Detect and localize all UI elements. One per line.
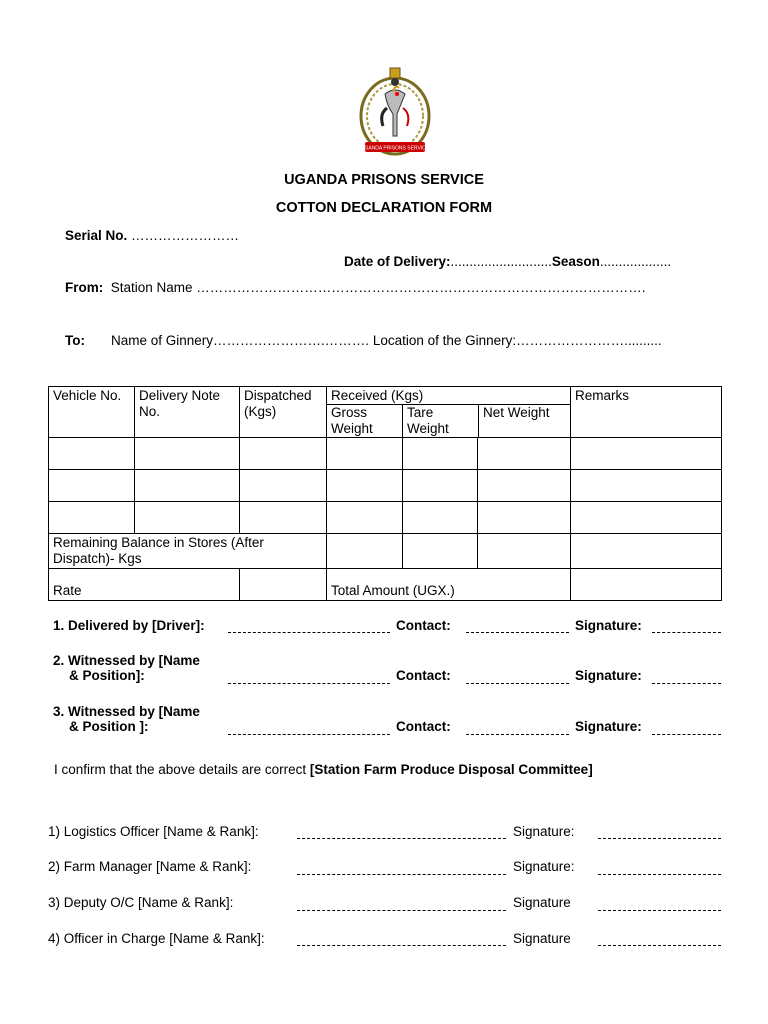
officer-signature-field-1[interactable] [598,826,721,839]
contact-label-2: Contact: [396,668,451,683]
table-cell[interactable] [240,470,327,502]
officer-name-field-2[interactable] [297,862,506,875]
season-label: Season [551,254,600,269]
signature-label-2: Signature: [575,668,642,683]
rate-label: Rate [49,569,240,601]
signature-field-2[interactable] [652,671,721,684]
prisons-crest-logo [353,64,437,162]
officer-signature-label-4: Signature [513,931,571,946]
table-cell[interactable] [403,470,478,502]
signature-field-3[interactable] [652,722,721,735]
table-cell[interactable] [571,569,722,601]
table-row[interactable] [49,438,722,470]
form-title: COTTON DECLARATION FORM [275,200,493,216]
serial-label: Serial No. [65,228,128,243]
officer-name-field-1[interactable] [297,826,506,839]
table-cell[interactable] [240,569,327,601]
table-cell[interactable] [571,438,722,470]
rate-row[interactable] [49,569,722,601]
officer-name-field-3[interactable] [297,898,506,911]
table-cell[interactable] [327,438,403,470]
witness3-label-b: & Position ]: [69,719,149,734]
ginnery-location-text: Location of the Ginnery:…………………….......... [372,333,662,348]
table-cell[interactable] [478,534,571,569]
table-cell[interactable] [571,470,722,502]
table-cell[interactable] [135,438,240,470]
table-cell[interactable] [478,438,571,470]
table-cell[interactable] [327,470,403,502]
contact-field-2[interactable] [466,671,569,684]
driver-name-field[interactable] [228,620,390,633]
table-cell[interactable] [49,502,135,534]
header-received-group [327,387,571,438]
witness2-label-b: & Position]: [69,668,145,683]
serial-number-field[interactable] [65,228,239,243]
delivery-table [48,386,722,601]
header-tare: Tare Weight [402,405,478,437]
total-amount-label: Total Amount (UGX.) [327,569,571,601]
ginnery-name-text: Name of Ginnery…………………….………. [111,333,370,348]
table-cell[interactable] [478,470,571,502]
header-delivery-note: Delivery Note No. [135,387,240,438]
ginnery-line[interactable] [111,333,662,348]
officer-label-3: 3) Deputy O/C [Name & Rank]: [48,895,234,910]
officer-signature-field-2[interactable] [598,862,721,875]
witness3-label-a: 3. Witnessed by [Name [53,704,200,719]
table-row[interactable] [49,502,722,534]
witness2-name-field[interactable] [228,671,390,684]
contact-label-3: Contact: [396,719,451,734]
date-dots: ........................... [450,254,552,269]
signature-label-3: Signature: [575,719,642,734]
table-cell[interactable] [403,502,478,534]
officer-signature-label-1: Signature: [513,824,575,839]
contact-field-3[interactable] [466,722,569,735]
table-cell[interactable] [135,470,240,502]
table-cell[interactable] [403,534,478,569]
officer-signature-field-4[interactable] [598,933,721,946]
remaining-balance-row[interactable] [49,534,722,569]
table-cell[interactable] [327,534,403,569]
signature-field-1[interactable] [652,620,721,633]
signature-label-1: Signature: [575,618,642,633]
table-cell[interactable] [135,502,240,534]
organization-title: UGANDA PRISONS SERVICE [284,172,484,188]
officer-label-4: 4) Officer in Charge [Name & Rank]: [48,931,265,946]
table-cell[interactable] [240,502,327,534]
confirmation-statement [54,762,593,777]
header-vehicle: Vehicle No. [49,387,135,438]
serial-dots: …………………… [131,228,240,243]
confirmation-text: I confirm that the above details are correct [54,762,307,777]
table-cell[interactable] [49,470,135,502]
committee-text: [Station Farm Produce Disposal Committee] [309,762,593,777]
table-cell[interactable] [478,502,571,534]
witness3-name-field[interactable] [228,722,390,735]
station-name-text: Station Name ………………………………………………………………………………………. [110,280,646,295]
header-dispatched: Dispatched (Kgs) [240,387,327,438]
table-cell[interactable] [240,438,327,470]
header-net: Net Weight [478,405,570,437]
date-label: Date of Delivery: [344,254,451,269]
officer-signature-label-3: Signature [513,895,571,910]
table-cell[interactable] [571,534,722,569]
officer-signature-field-3[interactable] [598,898,721,911]
witness2-label-a: 2. Witnessed by [Name [53,653,200,668]
date-season-line[interactable] [344,254,671,269]
officer-label-1: 1) Logistics Officer [Name & Rank]: [48,824,259,839]
officer-signature-label-2: Signature: [513,859,575,874]
to-line[interactable] [65,333,85,348]
table-header-row [49,387,722,438]
header-remarks: Remarks [571,387,722,438]
table-row[interactable] [49,470,722,502]
table-cell[interactable] [403,438,478,470]
delivered-by-label: 1. Delivered by [Driver]: [53,618,205,633]
table-cell[interactable] [49,438,135,470]
contact-label-1: Contact: [396,618,451,633]
officer-label-2: 2) Farm Manager [Name & Rank]: [48,859,252,874]
contact-field-1[interactable] [466,620,569,633]
to-label: To: [65,333,85,348]
header-received: Received (Kgs) [327,387,570,405]
season-dots: ................... [599,254,672,269]
header-gross: Gross Weight [331,405,373,436]
from-line[interactable] [65,280,646,295]
table-cell[interactable] [571,502,722,534]
remaining-balance-label: Remaining Balance in Stores (After Dispatch)- Kgs [49,534,327,569]
table-cell[interactable] [327,502,403,534]
officer-name-field-4[interactable] [297,933,506,946]
from-label: From: [65,280,104,295]
crest-banner-text: UGANDA PRISONS SERVICE [360,145,430,152]
